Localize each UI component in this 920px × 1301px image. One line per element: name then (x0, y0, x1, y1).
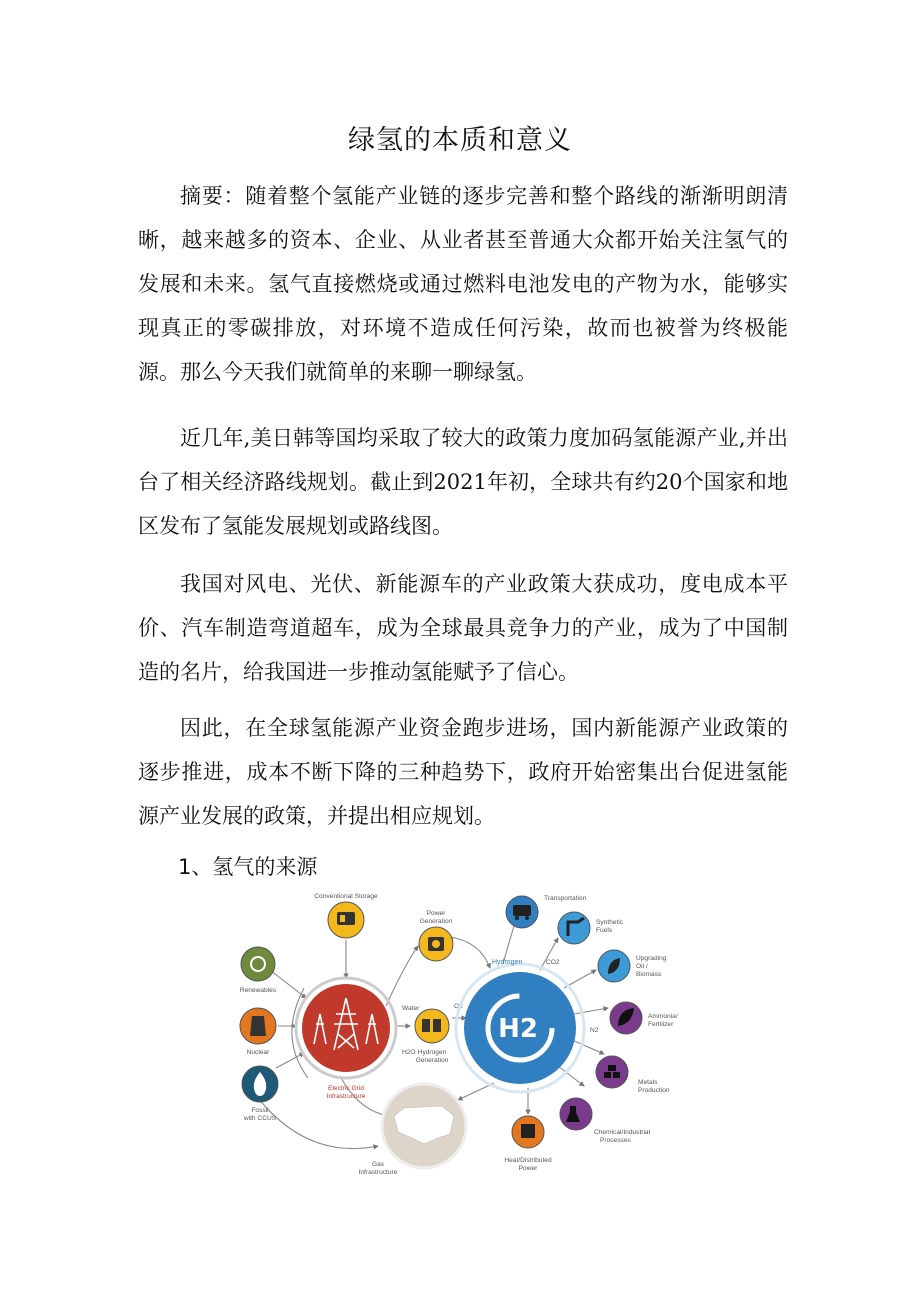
svg-text:Production: Production (638, 1087, 670, 1094)
svg-text:Upgrading: Upgrading (636, 955, 667, 962)
h2o-label: H2O (402, 1049, 416, 1056)
cooling-tower-icon (250, 1016, 266, 1036)
svg-text:Oil /: Oil / (636, 963, 648, 970)
co2-label: CO2 (546, 959, 560, 966)
power-generation-node (419, 910, 453, 961)
water-label: Water (402, 1005, 420, 1012)
gas-infrastructure-node (359, 1084, 466, 1176)
diagram-svg (228, 888, 694, 1180)
svg-text:Processes: Processes (600, 1137, 631, 1144)
svg-text:Renewables: Renewables (239, 987, 277, 994)
metals-node (596, 1056, 670, 1094)
svg-text:Fossil: Fossil (251, 1107, 269, 1114)
svg-text:Hydrogen: Hydrogen (492, 959, 523, 966)
svg-text:Chemical/Industrial: Chemical/Industrial (594, 1129, 651, 1136)
svg-text:Gas: Gas (371, 1161, 385, 1168)
section-heading: 1、氢气的来源 (178, 855, 318, 879)
page-title: 绿氢的本质和意义 (348, 125, 572, 156)
svg-text:Nuclear: Nuclear (246, 1049, 270, 1056)
svg-text:Power: Power (426, 910, 446, 917)
svg-text:Infrastructure: Infrastructure (326, 1093, 366, 1100)
svg-text:Fertilizer: Fertilizer (648, 1021, 674, 1028)
body-paragraph: 我国对风电、光伏、新能源车的产业政策大获成功，度电成本平价、汽车制造弯道超车，成为全球最具竞争力的产业，成为了中国制造的名片，给我国进一步推动氢能赋予了信心。 (138, 572, 788, 684)
o2-label: O2 (454, 1003, 463, 1010)
ammonia-node (610, 1002, 678, 1034)
chemical-node (560, 1098, 651, 1144)
conventional-storage-node (314, 893, 378, 938)
svg-text:Fuels: Fuels (596, 927, 613, 934)
body-paragraph: 近几年,美日韩等国均采取了较大的政策力度加码氢能源产业,并出台了相关经济路线规划。截止到2021年初，全球共有约20个国家和地区发布了氢能发展规划或路线图。 (138, 426, 788, 538)
svg-text:H2: H2 (498, 1014, 538, 1044)
heat-power-node (504, 1116, 552, 1172)
synthetic-fuels-node (558, 912, 624, 944)
renewables-node (240, 947, 277, 994)
body-paragraph: 因此，在全球氢能源产业资金跑步进场，国内新能源产业政策的逐步推进，成本不断下降的三种趋势下，政府开始密集出台促进氢能源产业发展的政策，并提出相应规划。 (138, 716, 788, 828)
svg-text:Metals: Metals (638, 1079, 658, 1086)
svg-text:Generation: Generation (419, 918, 453, 925)
svg-text:Electric Grid: Electric Grid (328, 1085, 364, 1092)
svg-text:Biomass: Biomass (636, 971, 662, 978)
truck-icon (513, 905, 531, 916)
svg-text:Heat/Distributed: Heat/Distributed (504, 1157, 552, 1164)
electric-grid-node (296, 978, 396, 1100)
svg-text:Transportation: Transportation (544, 895, 587, 902)
upgrading-node (598, 950, 667, 982)
electrolyzer-icon (422, 1019, 430, 1032)
n2-label: N2 (590, 1027, 599, 1034)
hydrogen-sources-diagram (228, 888, 694, 1180)
hydrogen-generation-node (415, 1009, 449, 1064)
svg-text:Generation: Generation (415, 1057, 449, 1064)
abstract-paragraph: 摘要：随着整个氢能产业链的逐步完善和整个路线的渐渐明朗清晰，越来越多的资本、企业、从业者甚至普通大众都开始关注氢气的发展和未来。氢气直接燃烧或通过燃料电池发电的产物为水，能够实现真正的零碳排放，对环境不造成任何污染，故而也被誉为终极能源。那么今天我们就简单的来聊一聊绿氢。 (138, 184, 788, 384)
heater-icon (521, 1124, 535, 1138)
nuclear-node (240, 1008, 276, 1056)
svg-text:Power: Power (518, 1165, 538, 1172)
svg-text:Ammonia/: Ammonia/ (648, 1013, 678, 1020)
svg-text:Conventional Storage: Conventional Storage (314, 893, 378, 900)
hydrogen-hub (456, 959, 584, 1092)
svg-text:Synthetic: Synthetic (596, 919, 624, 926)
battery-icon (337, 912, 355, 925)
svg-text:with CCUS: with CCUS (243, 1115, 277, 1122)
svg-text:Infrastructure: Infrastructure (358, 1169, 398, 1176)
svg-text:Hydrogen: Hydrogen (417, 1049, 447, 1056)
